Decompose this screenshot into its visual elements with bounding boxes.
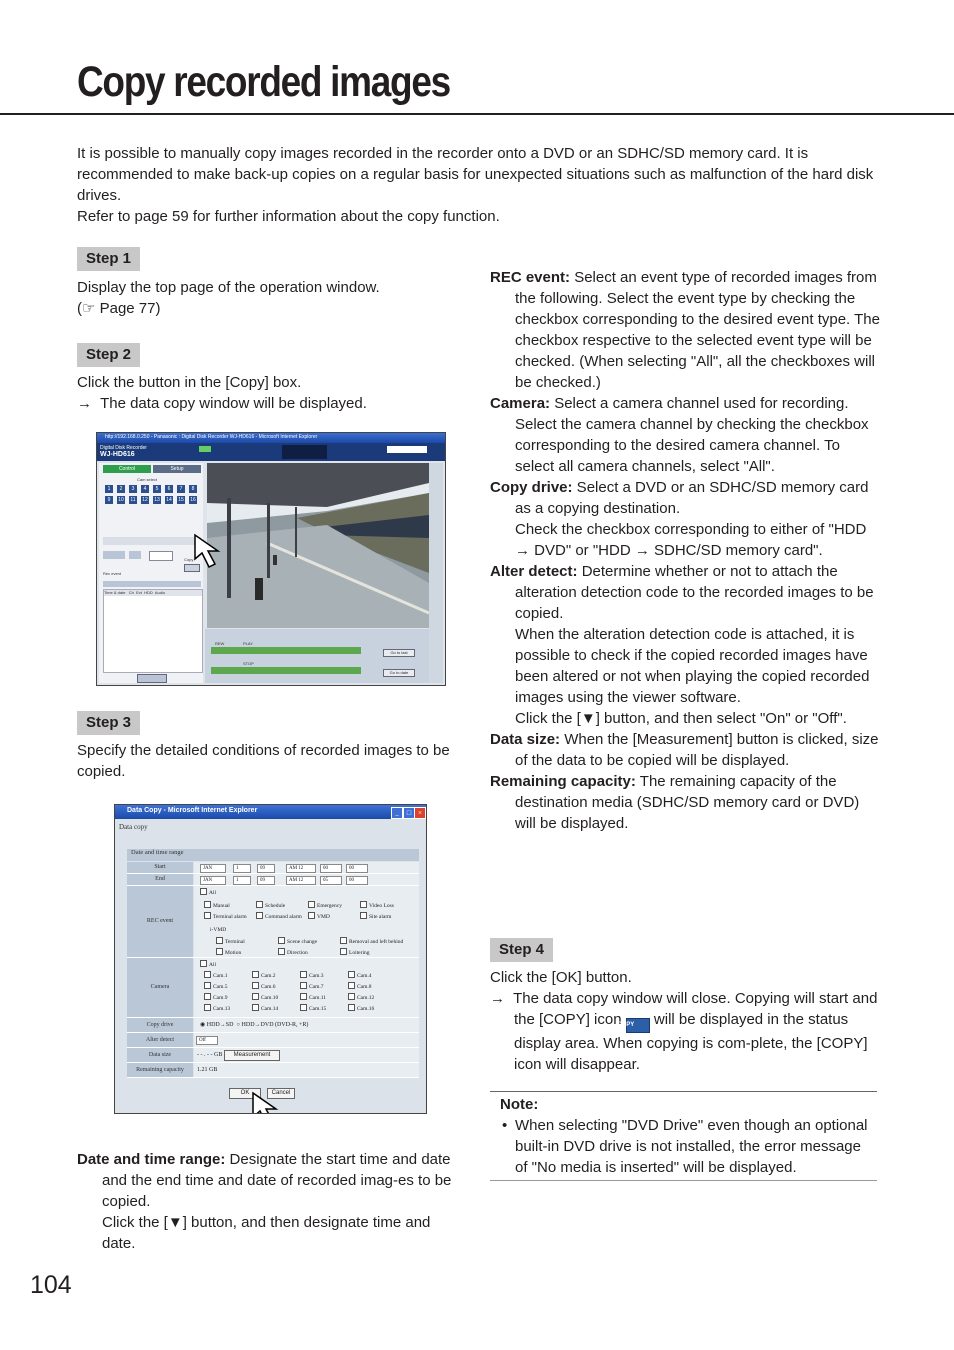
intro-paragraph-1: It is possible to manually copy images recorded in the recorder onto a DVD or an SDHC/SD memory card. It is recommended to make back-up copies on a regular basis for unexpected situations such as malfunction of the hard disk drives. [77, 145, 874, 204]
tab-setup[interactable]: Setup [153, 465, 201, 473]
def-alter-detect-term: Alter detect: [490, 563, 578, 580]
camera-all-checkbox[interactable]: All [200, 960, 216, 968]
def-alter-detect [490, 561, 880, 729]
data-copy-subtitle: Data copy [119, 823, 148, 831]
title-rule [0, 113, 954, 115]
def-rec-event-term: REC event: [490, 269, 571, 286]
camera-checkbox[interactable]: Cam.9 [204, 993, 228, 1001]
def-copy-drive-term: Copy drive: [490, 479, 573, 496]
data-copy-window-screenshot [114, 804, 427, 1114]
cam-select-button[interactable]: 6 [165, 485, 173, 493]
def-camera-term: Camera: [490, 395, 551, 412]
ivmd-label: i-VMD [210, 927, 227, 933]
ivmd-event-checkbox[interactable]: Scene change [278, 937, 317, 945]
alter-detect-select[interactable]: Off [196, 1036, 218, 1045]
rec-event-label: REC event [127, 886, 193, 957]
event-list[interactable] [103, 589, 203, 673]
data-copy-window-title: Data Copy - Microsoft Internet Explorer [127, 807, 258, 814]
minimize-icon[interactable]: _ [391, 807, 403, 819]
camera-checkbox[interactable]: Cam.12 [348, 993, 374, 1001]
step-2-result: → The data copy window will be displayed. [77, 395, 367, 412]
recorder-titlebar [97, 433, 445, 443]
step-2-text [77, 372, 467, 414]
datetime-display [387, 446, 427, 453]
col-audio: Audio [154, 590, 166, 595]
camera-checkbox[interactable]: Cam.11 [300, 993, 326, 1001]
def-data-size-term: Data size: [490, 731, 561, 748]
go-to-date-button[interactable]: Go to date [383, 669, 415, 677]
end-row [127, 874, 419, 886]
end-second-select[interactable]: 00 [346, 876, 368, 885]
volume-panel [429, 463, 443, 683]
start-row [127, 862, 419, 874]
measurement-button[interactable]: Measurement [224, 1050, 280, 1061]
camera-label: Camera [127, 958, 193, 1017]
end-value [194, 874, 419, 885]
step-3-text: Specify the detailed conditions of recorded images to be copied. [77, 742, 450, 780]
start-year-select[interactable]: 09 [257, 864, 275, 873]
cam-select-button[interactable]: 8 [189, 485, 197, 493]
note-label: Note: [500, 1096, 539, 1113]
note-list [490, 1115, 877, 1178]
cam-select-button[interactable]: 11 [130, 497, 136, 503]
copy-drive-sd-label: HDD→SD [206, 1022, 234, 1028]
rec-event-checkbox[interactable]: Video Loss [360, 901, 394, 909]
def-date-time-text: Designate the start time and date and the end time and date of recorded imag-es to be copied. [102, 1151, 452, 1210]
cam-select-button[interactable]: 12 [142, 497, 148, 503]
data-size-readout: - - . - - GB [197, 1052, 223, 1058]
event-list-toolbar [103, 581, 201, 587]
start-label: Start [127, 862, 193, 873]
playback-button-row[interactable] [211, 647, 361, 654]
def-data-size-text: When the [Measurement] button is clicked, size of the data to be copied will be displayed. [515, 731, 879, 769]
maximize-icon[interactable]: □ [403, 807, 415, 819]
rec-event-checkbox[interactable]: Site alarm [360, 912, 391, 920]
recorder-model: WJ-HD616 [100, 451, 135, 458]
copy-drive-label: Copy drive [127, 1018, 193, 1032]
platform-photo [207, 463, 429, 628]
camera-image-platform [207, 463, 429, 628]
cam-select-button[interactable]: 5 [153, 485, 161, 493]
cam-select-button[interactable]: 3 [129, 485, 137, 493]
step-4-result-a: The data copy window will close. Copying will start and the [COPY] icon [513, 990, 878, 1028]
def-remaining-text: The remaining capacity of the destination media (SDHC/SD memory card or DVD) will be displayed. [515, 773, 860, 832]
data-copy-form [127, 849, 419, 1079]
start-value [194, 862, 419, 873]
cam-select-button[interactable]: 2 [117, 485, 125, 493]
ivmd-event-checkbox[interactable]: Terminal [216, 937, 245, 945]
camera-checkbox[interactable]: Cam.1 [204, 971, 228, 979]
camera-checkbox[interactable]: Cam.8 [348, 982, 372, 990]
remaining-capacity-label: Remaining capacity [127, 1063, 193, 1077]
step-4-result-b: will be displayed in the status display area. When copying is com-plete, the [COPY] icon will disappear. [514, 1011, 868, 1073]
ivmd-event-checkbox[interactable]: Loitering [340, 948, 369, 956]
camera-checkbox[interactable]: Cam.5 [204, 982, 228, 990]
cam-select-button[interactable]: 7 [177, 485, 185, 493]
def-date-time-range [77, 1149, 467, 1254]
camera-checkbox[interactable]: Cam.4 [348, 971, 372, 979]
intro-text [77, 143, 882, 227]
playback-button-row-2[interactable] [211, 667, 361, 674]
step-2-instruction: Click the button in the [Copy] box. [77, 374, 302, 391]
status-led [199, 446, 211, 452]
ivmd-event-checkbox[interactable]: Direction [278, 948, 308, 956]
data-size-label: Data size [127, 1048, 193, 1062]
cam-select-button[interactable]: 16 [190, 497, 196, 503]
rew-label: REW [215, 641, 225, 646]
data-copy-titlebar [115, 805, 426, 819]
def-alter-detect-extra-1: When the alteration detection code is attached, it is possible to check if the copied recorded images have been altered or not when playing the copied recorded images using the viewer software. [515, 626, 870, 706]
copy-drive-row [127, 1018, 419, 1033]
col-time-date: Time & date [104, 590, 126, 595]
cam-select-button[interactable]: 1 [105, 485, 113, 493]
alter-detect-row [127, 1033, 419, 1048]
status-display-area [282, 445, 327, 459]
def-data-size [490, 729, 880, 771]
recorder-window-screenshot [96, 432, 446, 686]
play-label: PLAY [243, 641, 253, 646]
def-date-time-term: Date and time range: [77, 1151, 226, 1168]
rec-event-checkbox[interactable]: Emergency [308, 901, 342, 909]
cam-select-button[interactable]: 15 [178, 497, 184, 503]
rec-event-checkbox[interactable]: VMD [308, 912, 330, 920]
copy-box-label: Copy [184, 557, 194, 562]
ivmd-event-checkbox[interactable]: Motion [216, 948, 241, 956]
start-month-select[interactable]: JAN [200, 864, 226, 873]
start-day-select[interactable]: 1 [233, 864, 251, 873]
data-size-value [194, 1048, 419, 1062]
end-month-select[interactable]: JAN [200, 876, 226, 885]
copy-drive-dvd-label: HDD→DVD (DVD-R, +R) [241, 1022, 309, 1028]
def-copy-drive [490, 477, 880, 561]
close-icon[interactable]: × [414, 807, 426, 819]
cam-select-button[interactable]: 10 [118, 497, 124, 503]
rec-event-row [127, 886, 419, 958]
recorder-control-panel [99, 463, 203, 683]
note-item: • When selecting "DVD Drive" even though an optional built-in DVD drive is not installed, the error message of "No media is inserted" will be displayed. [515, 1115, 877, 1178]
camera-checkbox[interactable]: Cam.10 [252, 993, 278, 1001]
step-2-label: Step 2 [77, 343, 140, 367]
rec-event-all-checkbox[interactable]: All [200, 888, 216, 896]
event-list-header [104, 590, 202, 596]
copy-drive-sd-radio-icon[interactable]: ◉ [200, 1022, 206, 1028]
cam-select-button[interactable]: 4 [141, 485, 149, 493]
intro-paragraph-2: Refer to page 59 for further information about the copy function. [77, 208, 500, 225]
step-4-instruction: Click the [OK] button. [490, 969, 632, 986]
remaining-capacity-readout: 1.21 GB [197, 1067, 218, 1073]
def-camera [490, 393, 880, 477]
cam-select-button[interactable]: 14 [166, 497, 172, 503]
cam-select-button[interactable]: 13 [154, 497, 160, 503]
go-to-last-button[interactable]: Go to last [383, 649, 415, 657]
def-copy-drive-extra: Check the checkbox corresponding to either of "HDD → DVD" or "HDD → SDHC/SD memory card". [515, 521, 867, 559]
def-alter-detect-extra-2: Click the [▼] button, and then select "On" or "Off". [515, 710, 847, 727]
start-minute-select[interactable]: 00 [320, 864, 342, 873]
camera-row [127, 958, 419, 1018]
def-copy-drive-text: Select a DVD or an SDHC/SD memory card as a copying destination. [515, 479, 869, 517]
step-4-label: Step 4 [490, 938, 553, 962]
end-year-select[interactable]: 09 [257, 876, 275, 885]
rec-event-value [194, 886, 419, 957]
end-hour-select[interactable]: AM 12 [286, 876, 316, 885]
def-date-time-extra: Click the [▼] button, and then designate time and date. [102, 1214, 431, 1252]
recorder-brand: Digital Disk Recorder [100, 445, 147, 451]
start-second-select[interactable]: 00 [346, 864, 368, 873]
rec-event-checkbox[interactable]: Schedule [256, 901, 285, 909]
date-time-range-header [127, 849, 419, 861]
stop-label: STOP [243, 661, 254, 666]
def-rec-event [490, 267, 880, 393]
ok-button[interactable]: OK [229, 1088, 261, 1099]
step-4-result: → The data copy window will close. Copying will start and the [COPY] icon COPY will be displayed in the status display area. When copying is com-plete, the [COPY] icon will disappear. [490, 990, 878, 1073]
camera-checkbox[interactable]: Cam.6 [252, 982, 276, 990]
zoom-button[interactable] [137, 674, 167, 683]
rec-event-checkbox[interactable]: Manual [204, 901, 230, 909]
step-1-label: Step 1 [77, 247, 140, 271]
alter-detect-value [194, 1033, 419, 1047]
cancel-button[interactable]: Cancel [267, 1088, 295, 1099]
rec-event-checkbox[interactable]: Command alarm [256, 912, 302, 920]
def-camera-text: Select a camera channel used for recording. Select the camera channel by checking the checkbox corresponding to the desired camera channel. To select all camera channels, select "All". [515, 395, 869, 475]
date-time-range-label: Date and time range [131, 849, 184, 856]
start-hour-select[interactable]: AM 12 [286, 864, 316, 873]
alter-detect-label: Alter detect [127, 1033, 193, 1047]
sd-button[interactable] [129, 551, 141, 559]
copy-status-icon: COPY [626, 1018, 650, 1033]
camera-checkbox[interactable]: Cam.13 [204, 1004, 230, 1012]
tab-control[interactable]: Control [103, 465, 151, 473]
pointer-cursor-icon [251, 1091, 285, 1114]
end-minute-select[interactable]: 05 [320, 876, 342, 885]
search-button[interactable] [103, 551, 125, 559]
copy-drive-value [194, 1018, 419, 1032]
step-1-instruction: Display the top page of the operation window. [77, 279, 380, 296]
cam-select-button[interactable]: 9 [105, 496, 113, 504]
copy-drive-dvd-radio-icon[interactable]: ○ [236, 1022, 241, 1028]
camera-checkbox[interactable]: Cam.7 [300, 982, 324, 990]
step-1-page-ref: (☞ Page 77) [77, 300, 161, 317]
step-1-text [77, 277, 467, 319]
rec-event-label: Rec event [103, 571, 122, 576]
pointer-cursor-icon [193, 533, 229, 573]
camera-checkbox[interactable]: Cam.3 [300, 971, 324, 979]
rec-event-checkbox[interactable]: Terminal alarm [204, 912, 247, 920]
data-size-row [127, 1048, 419, 1063]
step-4-text [490, 967, 880, 1075]
ivmd-event-checkbox[interactable]: Removal and left behind [340, 937, 403, 945]
camera-checkbox[interactable]: Cam.2 [252, 971, 276, 979]
end-day-select[interactable]: 1 [233, 876, 251, 885]
def-alter-detect-text: Determine whether or not to attach the alteration detection code to the recorded images to be copied. [515, 563, 874, 622]
end-label: End [127, 874, 193, 885]
camera-checkbox[interactable]: Cam.14 [252, 1004, 278, 1012]
def-rec-event-text: Select an event type of recorded images from the following. Select the event type by checking the checkbox corresponding to the desired event type. The checkbox respective to the selected event type will be checked. (When selecting "All", all the checkboxes will be checked.) [515, 269, 880, 391]
playback-controls [205, 629, 435, 683]
page-number: 104 [30, 1271, 72, 1299]
step-2-result-text: The data copy window will be displayed. [100, 395, 367, 412]
def-remaining-term: Remaining capacity: [490, 773, 636, 790]
multiscreen-row [103, 537, 201, 545]
col-hdd: HDD [144, 590, 153, 595]
definitions-list [490, 267, 880, 834]
camera-value [194, 958, 419, 1017]
note-box [490, 1091, 877, 1181]
recorder-window-title: http://192.168.0.250 - Panasonic : Digital Disk Recorder WJ-HD616 - Microsoft Internet Explorer [105, 434, 318, 440]
step-3-label: Step 3 [77, 711, 140, 735]
remaining-capacity-row [127, 1063, 419, 1078]
camera-checkbox[interactable]: Cam.15 [300, 1004, 326, 1012]
disk-media-select[interactable] [149, 551, 173, 561]
camera-checkbox[interactable]: Cam.16 [348, 1004, 374, 1012]
def-remaining-capacity [490, 771, 880, 834]
cam-select-label: Cam select [137, 477, 158, 482]
col-ch: Ch [128, 590, 134, 595]
page-title: Copy recorded images [77, 58, 450, 106]
remaining-capacity-value [194, 1063, 419, 1077]
col-evt: Evt [136, 590, 142, 595]
